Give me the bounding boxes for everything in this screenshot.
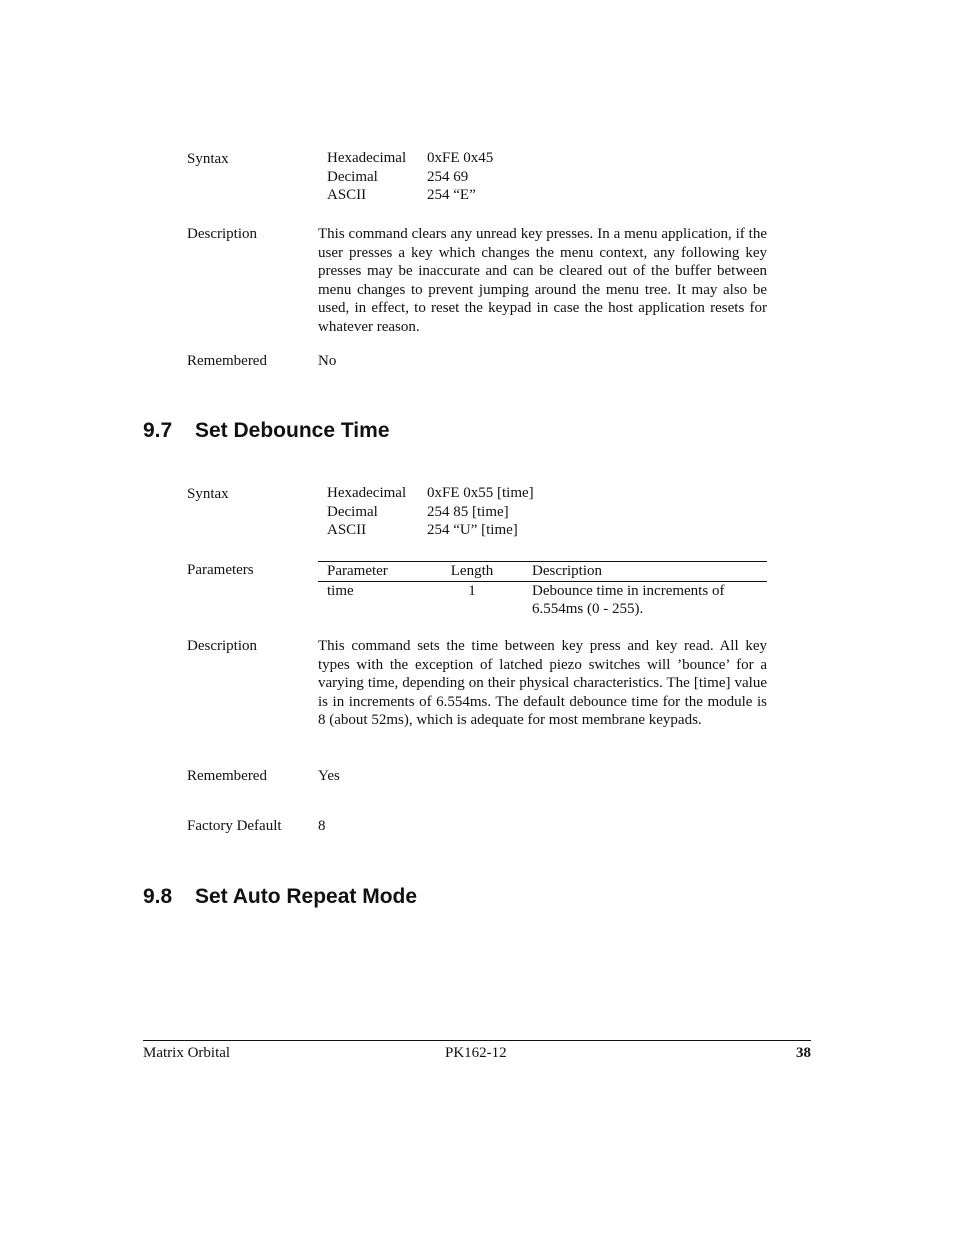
cell-parameter: time bbox=[327, 582, 354, 599]
syntax-table bbox=[327, 484, 534, 540]
syntax-row-decimal bbox=[327, 503, 534, 522]
syntax-row-ascii bbox=[327, 521, 534, 540]
parameters-table-header bbox=[318, 562, 767, 582]
description-label: Description bbox=[187, 638, 257, 654]
factory-default-label: Factory Default bbox=[187, 818, 282, 834]
section-title: Set Debounce Time bbox=[195, 419, 390, 442]
factory-default-value: 8 bbox=[318, 818, 326, 834]
footer-divider bbox=[143, 1040, 811, 1041]
syntax-value: 254 85 [time] bbox=[427, 503, 509, 520]
cell-length: 1 bbox=[468, 582, 476, 599]
header-description: Description bbox=[532, 563, 602, 579]
remembered-label: Remembered bbox=[187, 353, 267, 369]
syntax-key: ASCII bbox=[327, 522, 367, 539]
syntax-table bbox=[327, 149, 493, 205]
section-number: 9.7 bbox=[143, 419, 173, 442]
remembered-label: Remembered bbox=[187, 768, 267, 784]
description-text: This command sets the time between key press and key read. All key types with the exception of latched piezo switches will ’bounce’ for a varying time, depending on their physical characteristics. The [time] value is in increments of 6.554ms. The default debounce time for the module is 8 (about 52ms), which is adequate for most membrane keypads. bbox=[318, 638, 767, 729]
section-number: 9.8 bbox=[143, 885, 173, 908]
header-length: Length bbox=[450, 563, 494, 579]
footer-company: Matrix Orbital bbox=[143, 1045, 231, 1061]
parameters-label: Parameters bbox=[187, 562, 254, 578]
parameters-table bbox=[318, 561, 767, 620]
syntax-row-hex bbox=[327, 484, 534, 503]
syntax-key: Hexadecimal bbox=[327, 485, 407, 501]
syntax-label: Syntax bbox=[187, 486, 229, 502]
syntax-value: 254 69 bbox=[427, 168, 469, 185]
description-text: This command clears any unread key presses. In a menu application, if the user presses a key which changes the menu context, any following key presses may be inaccurate and can be cleared out of the buffer between menu changes to prevent jumping around the menu tree. It may also be used, in effect, to reset the keypad in case the host application resets for whatever reason. bbox=[318, 226, 767, 335]
syntax-key: Hexadecimal bbox=[327, 150, 407, 166]
syntax-key: Decimal bbox=[327, 503, 378, 520]
syntax-key: Decimal bbox=[327, 168, 378, 185]
syntax-row-hex bbox=[327, 149, 493, 168]
remembered-value: Yes bbox=[318, 768, 340, 784]
section-title: Set Auto Repeat Mode bbox=[195, 885, 418, 908]
description-label: Description bbox=[187, 226, 257, 242]
header-parameter: Parameter bbox=[327, 563, 388, 579]
footer-model: PK162-12 bbox=[445, 1045, 507, 1061]
syntax-row-ascii bbox=[327, 186, 493, 205]
syntax-value: 254 “E” bbox=[427, 187, 476, 204]
syntax-value: 0xFE 0x55 [time] bbox=[427, 485, 534, 501]
syntax-row-decimal bbox=[327, 168, 493, 187]
syntax-value: 0xFE 0x45 bbox=[427, 150, 494, 166]
table-row bbox=[318, 582, 767, 620]
cell-description: Debounce time in increments of 6.554ms (0 - 255). bbox=[532, 582, 725, 618]
remembered-value: No bbox=[318, 353, 337, 369]
syntax-label: Syntax bbox=[187, 151, 229, 167]
section-heading-9-7 bbox=[143, 418, 390, 444]
page-number: 38 bbox=[796, 1045, 811, 1061]
syntax-key: ASCII bbox=[327, 187, 367, 204]
section-heading-9-8 bbox=[143, 884, 417, 910]
syntax-value: 254 “U” [time] bbox=[427, 522, 518, 539]
